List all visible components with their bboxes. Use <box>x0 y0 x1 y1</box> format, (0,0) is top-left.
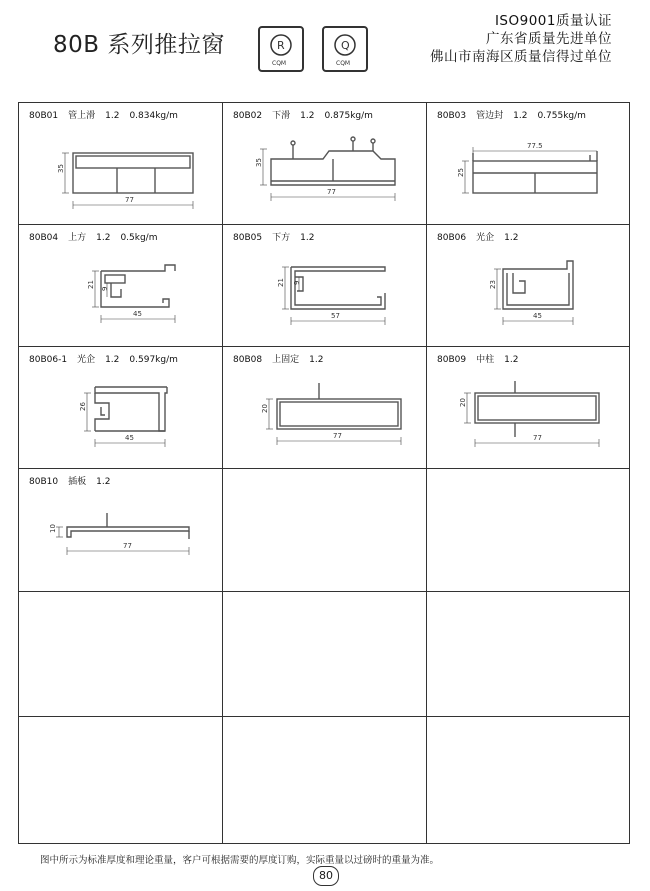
profile-drawing <box>427 103 629 225</box>
svg-text:45: 45 <box>133 310 142 318</box>
svg-text:57: 57 <box>331 312 340 320</box>
svg-text:9: 9 <box>101 286 109 291</box>
profile-label: 80B05 下方 1.2 <box>233 233 315 243</box>
profile-cell-80b05 <box>223 225 427 347</box>
svg-text:CQM: CQM <box>336 60 351 67</box>
svg-text:10: 10 <box>49 524 57 533</box>
svg-text:20: 20 <box>459 398 467 407</box>
cert-line: 广东省质量先进单位 <box>486 31 612 47</box>
profile-drawing <box>223 347 427 469</box>
certification-text <box>430 12 612 66</box>
svg-text:Q: Q <box>341 39 350 52</box>
profile-cell-80b08 <box>223 347 427 469</box>
profile-drawing <box>427 225 629 347</box>
empty-cell <box>427 469 629 592</box>
profile-label: 80B03 管边封 1.2 0.755kg/m <box>437 111 586 121</box>
profile-cell-80b06 <box>427 225 629 347</box>
profile-cell-80b06-1 <box>19 347 223 469</box>
footer-note: 图中所示为标准厚度和理论重量，客户可根据需要的厚度订购，实际重量以过磅时的重量为准。 <box>40 855 440 866</box>
page-title: 80B 系列推拉窗 <box>53 32 225 58</box>
svg-text:23: 23 <box>489 280 497 289</box>
profile-label: 80B04 上方 1.2 0.5kg/m <box>29 233 158 243</box>
svg-text:9: 9 <box>293 280 301 285</box>
q-cqm-logo-icon <box>322 26 368 72</box>
profile-cell-80b09 <box>427 347 629 469</box>
svg-text:21: 21 <box>277 278 285 287</box>
svg-text:35: 35 <box>255 158 263 167</box>
svg-text:35: 35 <box>57 164 65 173</box>
empty-cell <box>427 717 629 843</box>
profile-cell-80b10 <box>19 469 223 592</box>
empty-cell <box>223 717 427 843</box>
svg-text:77: 77 <box>333 432 342 440</box>
svg-text:77: 77 <box>533 434 542 442</box>
profile-label: 80B02 下滑 1.2 0.875kg/m <box>233 111 373 121</box>
profile-label: 80B10 插板 1.2 <box>29 477 111 487</box>
empty-cell <box>19 717 223 843</box>
svg-text:21: 21 <box>87 280 95 289</box>
svg-text:77: 77 <box>327 188 336 196</box>
profile-drawing <box>19 103 223 225</box>
profile-drawing <box>19 347 223 469</box>
profile-cell-80b04 <box>19 225 223 347</box>
svg-text:R: R <box>277 39 285 52</box>
r-cqm-logo-icon <box>258 26 304 72</box>
page-number: 80 <box>313 866 339 886</box>
profile-label: 80B01 管上滑 1.2 0.834kg/m <box>29 111 178 121</box>
profile-drawing <box>223 225 427 347</box>
empty-cell <box>427 592 629 717</box>
profile-cell-80b01 <box>19 103 223 225</box>
svg-text:77.5: 77.5 <box>527 142 543 150</box>
profile-drawing <box>19 469 223 592</box>
profile-cell-80b03 <box>427 103 629 225</box>
profile-label: 80B06 光企 1.2 <box>437 233 519 243</box>
cert-line: ISO9001质量认证 <box>494 13 612 29</box>
svg-text:25: 25 <box>457 168 465 177</box>
profile-cell-80b02 <box>223 103 427 225</box>
profile-drawing <box>19 225 223 347</box>
empty-cell <box>223 469 427 592</box>
svg-text:26: 26 <box>79 402 87 411</box>
svg-text:77: 77 <box>123 542 132 550</box>
profile-label: 80B08 上固定 1.2 <box>233 355 324 365</box>
empty-cell <box>223 592 427 717</box>
cert-line: 佛山市南海区质量信得过单位 <box>430 49 612 65</box>
svg-text:45: 45 <box>533 312 542 320</box>
profile-drawing <box>223 103 427 225</box>
profile-label: 80B09 中柱 1.2 <box>437 355 519 365</box>
svg-text:77: 77 <box>125 196 134 204</box>
profile-label: 80B06-1 光企 1.2 0.597kg/m <box>29 355 178 365</box>
profile-catalog-grid <box>18 102 630 844</box>
svg-text:CQM: CQM <box>272 60 287 67</box>
profile-drawing <box>427 347 629 469</box>
svg-text:45: 45 <box>125 434 134 442</box>
empty-cell <box>19 592 223 717</box>
svg-text:20: 20 <box>261 404 269 413</box>
